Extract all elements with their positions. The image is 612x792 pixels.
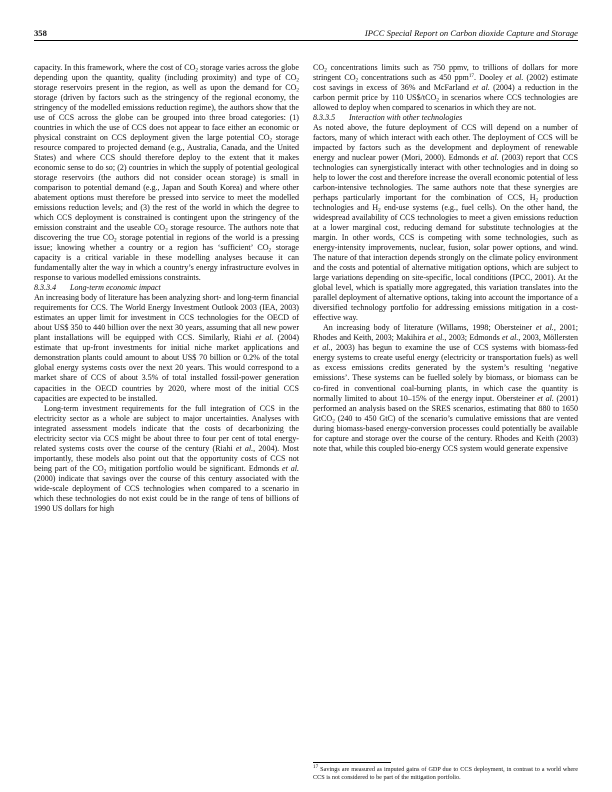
paragraph-long-term-impact: An increasing body of literature has been analyzing short- and long-term financial requirements for CCS. The World Energy Investment Outlook 2003 (IEA, 2003) estimates an upper limit for investment in CCS technologies for the OECD of about US$ 350 to 440 billion over the next 30 years, assuming that all new power plant installations will be equipped with CCS. Similarly, Riahi et al. (2004) estimate that up-front investments for initial niche market applications and demonstration plants could amount to about US$ 70 billion or 0.2% of the total global energy systems costs over the next 20 years. This would correspond to a market share of CCS of about 3.5% of total installed fossil-power generation capacities in the OECD countries by 2020, where most of the initial CCS capacities are expected to be installed. bbox=[34, 293, 299, 403]
header-rule bbox=[34, 40, 578, 41]
footnote bbox=[313, 766, 578, 782]
paragraph-technology-interaction: As noted above, the future deployment of CCS will depend on a number of factors, many of which interact with each other. The deployment of CCS will be impacted by factors such as the development and deployment of renewable energy and nuclear power (Mori, 2000). Edmonds et al. (2003) report that CCS technologies can synergistically interact with other technologies and in doing so help to lower the cost and therefore increase the overall economic potential of less carbon-intensive technologies. The same authors note that these synergies are perhaps particularly important for the combination of CCS, $H_2$ production technologies and $H_2$ end-use systems (e.g., fuel cells). On the other hand, the widespread availability of CCS technologies to meet a given emissions reduction at a lower marginal cost, reducing demand for substitute technologies at the margin. In other words, CCS is competing with some technologies, such as energy-intensity improvements, nuclear, fusion, solar power options, and wind. The nature of that interaction depends strongly on the climate policy environment and the costs and potential of alternative mitigation options, which are subject to large variations depending on site-specific, local conditions (IPCC, 2001). At the global level, which is spatially more aggregated, this variation translates into the parallel deployment of alternative options, taking into account the importance of a diversified technology portfolio for addressing emissions mitigation in a cost-effective way. bbox=[313, 123, 578, 323]
page-number: 358 bbox=[34, 28, 47, 38]
section-heading-8-3-3-4 bbox=[34, 283, 299, 293]
footnote-reference[interactable]: 17 bbox=[468, 73, 474, 80]
footnote-mark: 17 bbox=[313, 764, 319, 770]
paragraph-storage-capacity: capacity. In this framework, where the cost of $CO_2$ storage varies across the globe depending upon the quantity, quality (including proximity) and type of $CO_2$ storage reservoirs present in the region, as well as upon the demand for $CO_2$ storage (driven by factors such as the stringency of the regional economy, the stringency of the modelled emissions reduction regime), the authors show that the use of CCS across the globe can be grouped into three broad categories: (1) countries in which the use of CCS does not appear to face either an economic or physical constraint on CCS deployment given the large potential $CO_2$ storage resource compared to projected demand (e.g., Australia, Canada, and the United States) and where CCS should therefore deploy to the extent that it makes economic sense to do so; (2) countries in which the supply of potential geological storage reservoirs (the authors did not consider ocean storage) is small in comparison to potential demand (e.g., Japan and South Korea) and where other abatement options must therefore be pressed into service to meet the modelled emissions reduction levels; and (3) the rest of the world in which the degree to which CCS deployment is constrained is contingent upon the stringency of the emission constraint and the useable $CO_2$ storage resource. The authors note that discovering the true $CO_2$ storage potential in regions of the world is a pressing issue; knowing whether a country or a region has ‘sufficient’ $CO_2$ storage capacity is a critical variable in these modelling analyses because it can fundamentally alter the way in which a country’s energy infrastructure evolves in response to various modelled emissions constraints. bbox=[34, 63, 300, 283]
paragraph-investment-requirements: Long-term investment requirements for the full integration of CCS in the electricity sector as a whole are subject to major uncertainties. Analyses with integrated assessment models indicate that the costs of decarbonizing the electricity sector via CCS might be about three to four per cent of total energy-related systems costs over the course of the century (Riahi et al., 2004). Most importantly, these models also point out that the opportunity costs of CCS not being part of the $CO_2$ mitigation portfolio would be significant. Edmonds et al. (2000) indicate that savings over the course of this century associated with the wide-scale deployment of CCS technologies when compared to a scenario in which these technologies do not exist could be in the range of tens of billions of 1990 US dollars for high bbox=[34, 403, 299, 513]
section-number: 8.3.3.5 bbox=[313, 113, 336, 123]
section-heading-8-3-3-5 bbox=[313, 113, 578, 123]
right-column bbox=[313, 63, 578, 454]
section-number: 8.3.3.4 bbox=[34, 283, 57, 293]
paragraph-concentration-limits: $CO_2$ concentrations limits such as 750 ppmv, to trillions of dollars for more stringent $CO_2$ concentrations such as 450 ppm$^{17}$. Dooley et al. (2002) estimate cost savings in excess of 36% and McFarland et al. (2004) a reduction in the carbon permit price by 110 US$/tCO$_2$ in scenarios where CCS technologies are allowed to deploy when compared to scenarios in which they are not. bbox=[313, 63, 579, 113]
section-title: Long-term economic impact bbox=[70, 283, 161, 293]
footnote-text: Savings are measured as imputed gains of GDP due to CCS deployment, in contrast to a world where CCS is not considered to be part of the mitigation portfolio. bbox=[313, 766, 578, 781]
paragraph-biomass-ccs: An increasing body of literature (Willams, 1998; Obersteiner et al., 2001; Rhodes and Keith, 2003; Makihira et al., 2003; Edmonds et al., 2003, Möllersten et al., 2003) has begun to examine the use of CCS systems with biomass-fed energy systems to create useful energy (electricity or transportation fuels) as well as excess emissions credits generated by the system’s resulting ‘negative emissions’. These systems can be fuelled solely by biomass, or biomass can be co-fired in conventional coal-burning plants, in which case the quantity is normally limited to about 10–15% of the energy input. Obersteiner et al. (2001) performed an analysis based on the SRES scenarios, estimating that 880 to 1650 GtCO$_2$ (240 to 450 GtC) of the scenario’s cumulative emissions that are vented during biomass-based energy-conversion processes could potentially be available for capture and storage over the course of the century. Rhodes and Keith (2003) note that, while this coupled bio-energy CCS system would generate expensive bbox=[313, 323, 579, 453]
footnote-rule bbox=[313, 762, 391, 763]
running-header-title: IPCC Special Report on Carbon dioxide Capture and Storage bbox=[364, 28, 578, 38]
section-title: Interaction with other technologies bbox=[349, 113, 463, 123]
left-column bbox=[34, 63, 299, 514]
